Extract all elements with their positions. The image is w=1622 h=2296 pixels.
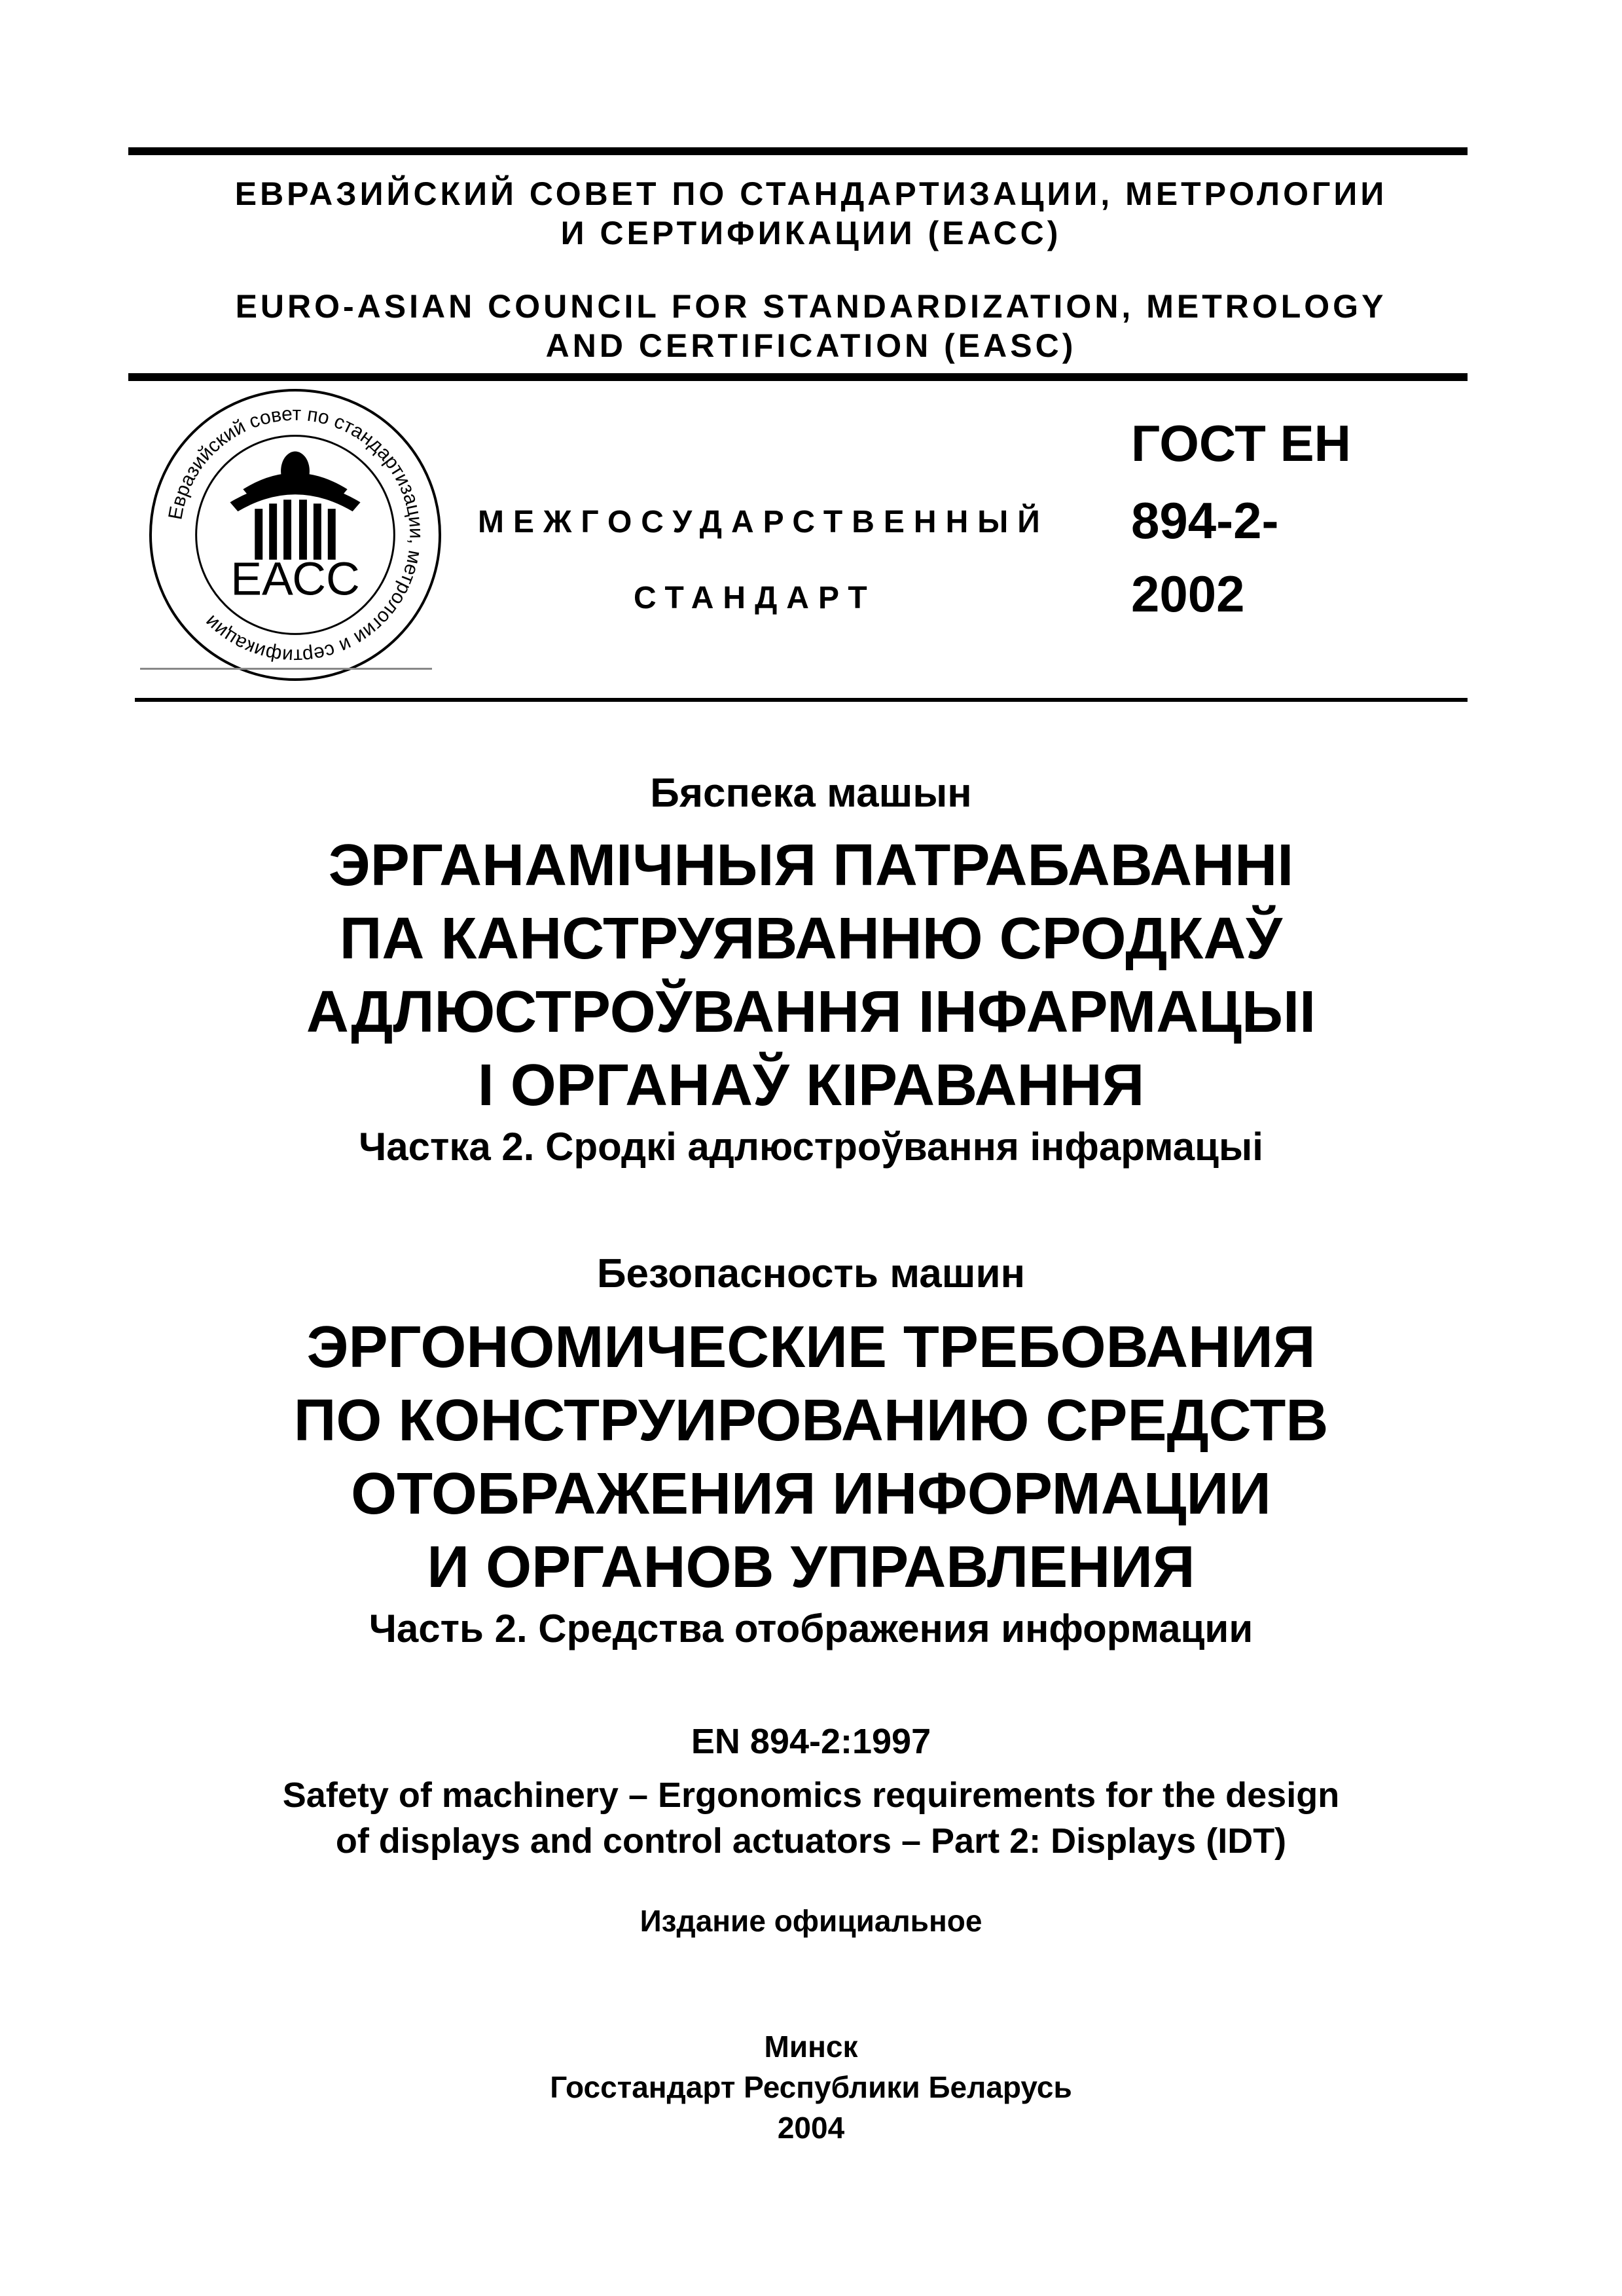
- standard-type-line1: МЕЖГОСУДАРСТВЕННЫЙ: [478, 505, 1049, 539]
- imprint-city: Минск: [764, 2030, 858, 2064]
- standard-code-line3: 2002: [1131, 565, 1245, 623]
- title-be-line4: І ОРГАНАЎ КІРАВАННЯ: [477, 1053, 1145, 1118]
- title-en-line2: of displays and control actuators – Part 2: Displays (IDT): [335, 1821, 1287, 1861]
- standard-code-line1: ГОСТ ЕН: [1131, 414, 1351, 472]
- header-rule: [128, 373, 1468, 381]
- easc-seal: [145, 385, 445, 685]
- seal-emblem-icon: [230, 452, 360, 560]
- title-ru-part: Часть 2. Средства отображения информации: [369, 1607, 1253, 1650]
- title-ru-line2: ПО КОНСТРУИРОВАНИЮ СРЕДСТВ: [293, 1388, 1329, 1453]
- council-name-ru-line2: И СЕРТИФИКАЦИИ (ЕАСС): [560, 215, 1062, 251]
- imprint-publisher: Госстандарт Республики Беларусь: [550, 2070, 1072, 2104]
- seal-center-text: ЕАСС: [230, 553, 360, 606]
- title-be-line1: ЭРГАНАМІЧНЫЯ ПАТРАБАВАННІ: [328, 833, 1294, 898]
- title-be-line2: ПА КАНСТРУЯВАННЮ СРОДКАЎ: [339, 906, 1283, 972]
- standard-type-line2: СТАНДАРТ: [634, 581, 876, 615]
- standard-code-line2: 894-2-: [1131, 492, 1279, 549]
- title-en-ref: EN 894-2:1997: [691, 1722, 931, 1761]
- title-ru-line1: ЭРГОНОМИЧЕСКИЕ ТРЕБОВАНИЯ: [306, 1315, 1316, 1380]
- council-name-en-line1: EURO-ASIAN COUNCIL FOR STANDARDIZATION, METROLOGY: [235, 288, 1387, 325]
- title-be-subject: Бяспека машын: [650, 771, 972, 816]
- council-name-ru-line1: ЕВРАЗИЙСКИЙ СОВЕТ ПО СТАНДАРТИЗАЦИИ, МЕТРОЛОГИИ: [234, 175, 1388, 212]
- seal-ring-text: Евразийский совет по стандартизации, метрологии и сертификации: [164, 403, 427, 667]
- title-en-line1: Safety of machinery – Ergonomics requirements for the design: [282, 1776, 1340, 1815]
- title-ru-subject: Безопасность машин: [596, 1251, 1026, 1296]
- title-be-part: Частка 2. Сродкі адлюстроўвання інфармацыі: [359, 1125, 1263, 1169]
- edition-label: Издание официальное: [640, 1904, 982, 1938]
- imprint-year: 2004: [777, 2111, 845, 2145]
- seal-underline: [140, 668, 432, 670]
- title-be-line3: АДЛЮСТРОЎВАННЯ ІНФАРМАЦЫІ: [306, 979, 1316, 1045]
- mid-rule: [135, 698, 1468, 702]
- title-ru-line3: ОТОБРАЖЕНИЯ ИНФОРМАЦИИ: [351, 1461, 1271, 1527]
- council-name-en-line2: AND CERTIFICATION (EASC): [545, 327, 1077, 364]
- top-rule: [128, 147, 1468, 155]
- title-ru-line4: И ОРГАНОВ УПРАВЛЕНИЯ: [427, 1535, 1195, 1600]
